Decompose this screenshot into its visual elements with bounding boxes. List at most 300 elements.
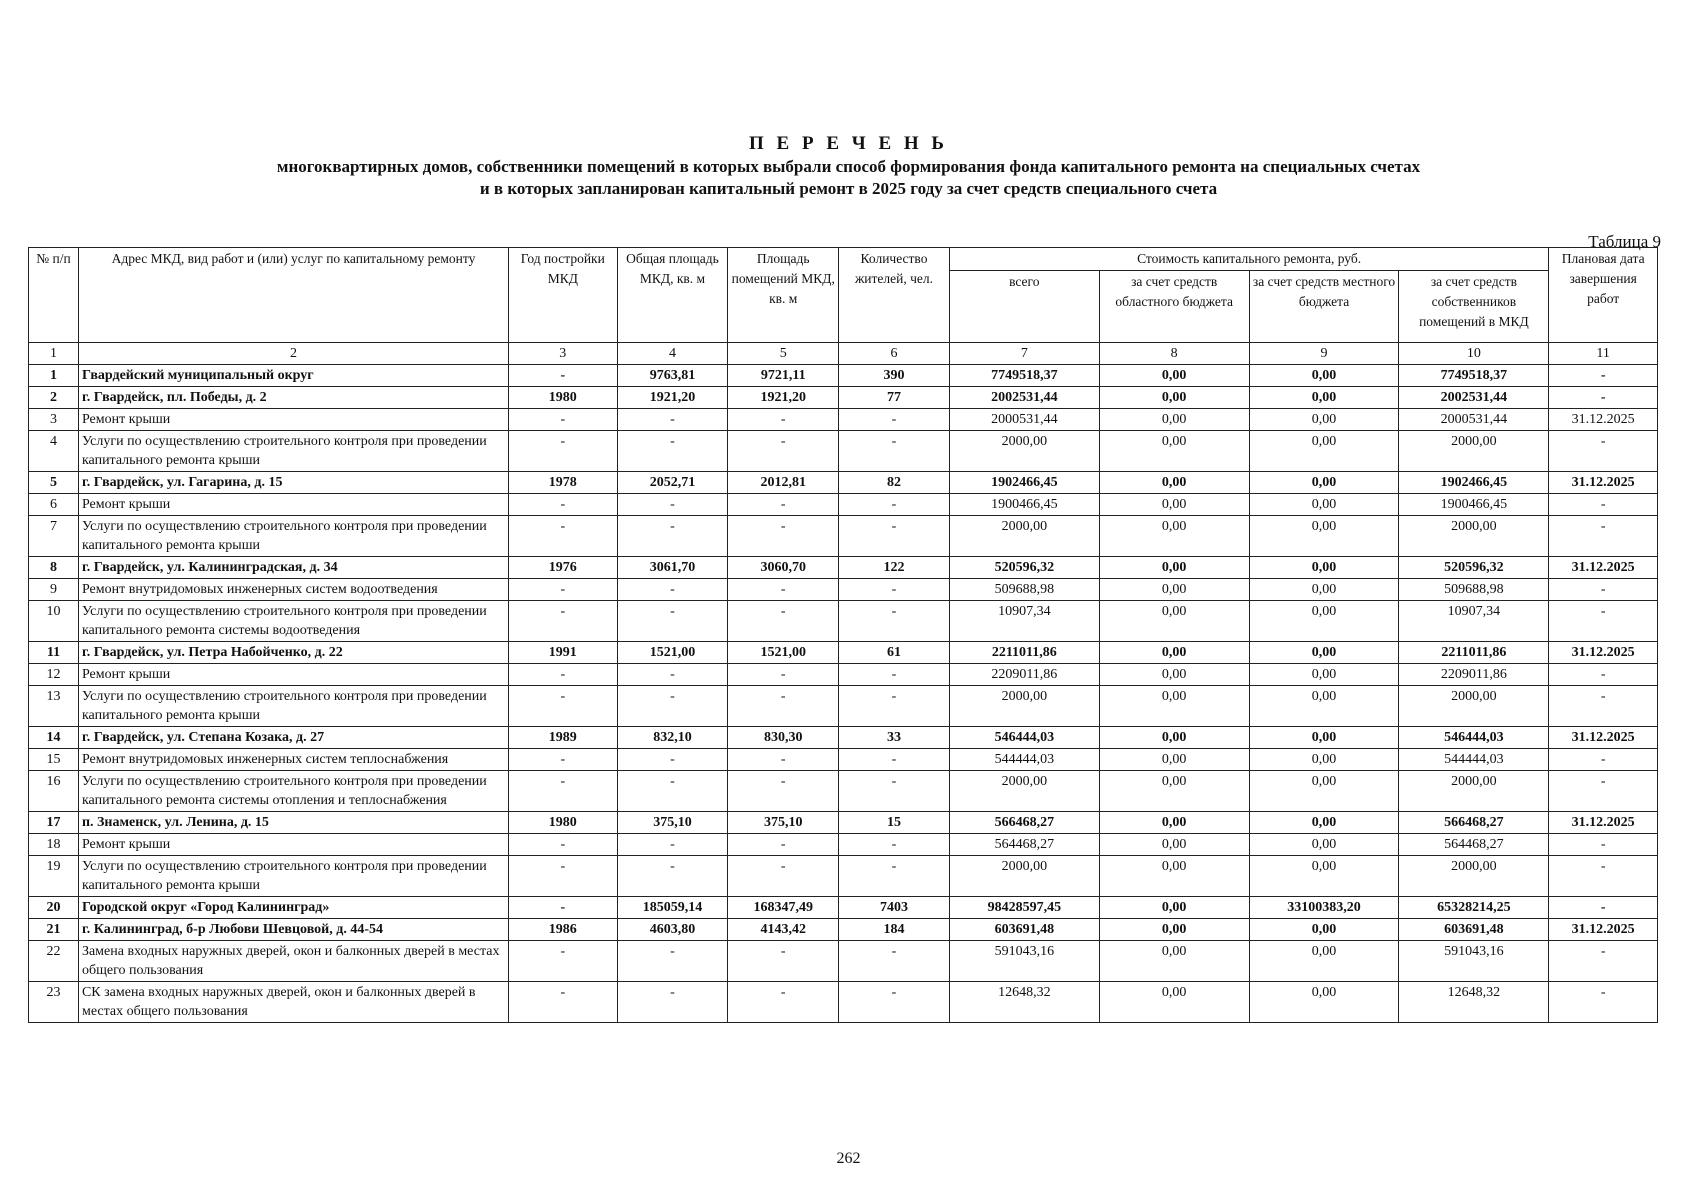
row-year: - xyxy=(509,664,618,686)
column-number: 2 xyxy=(78,343,508,365)
row-cost-regional: 0,00 xyxy=(1099,642,1249,664)
row-cost-total: 591043,16 xyxy=(949,941,1099,982)
row-cost-owners: 2000,00 xyxy=(1399,516,1549,557)
row-address: Услуги по осуществлению строительного контроля при проведении капитального ремонта крыши xyxy=(78,516,508,557)
row-year: - xyxy=(509,601,618,642)
row-cost-owners: 2209011,86 xyxy=(1399,664,1549,686)
row-cost-local: 0,00 xyxy=(1249,516,1399,557)
row-residents: - xyxy=(839,686,950,727)
row-cost-owners: 12648,32 xyxy=(1399,982,1549,1023)
row-cost-regional: 0,00 xyxy=(1099,919,1249,941)
row-number: 9 xyxy=(29,579,79,601)
column-number: 8 xyxy=(1099,343,1249,365)
row-cost-total: 520596,32 xyxy=(949,557,1099,579)
row-year: 1986 xyxy=(509,919,618,941)
row-address: Гвардейский муниципальный округ xyxy=(78,365,508,387)
row-premises-area: - xyxy=(728,579,839,601)
column-number: 11 xyxy=(1549,343,1658,365)
header-premises-area: Площадь помещений МКД, кв. м xyxy=(728,248,839,343)
row-number: 20 xyxy=(29,897,79,919)
row-number: 23 xyxy=(29,982,79,1023)
row-premises-area: - xyxy=(728,686,839,727)
row-completion-date: - xyxy=(1549,982,1658,1023)
row-cost-owners: 10907,34 xyxy=(1399,601,1549,642)
row-cost-regional: 0,00 xyxy=(1099,516,1249,557)
row-premises-area: - xyxy=(728,834,839,856)
row-residents: 390 xyxy=(839,365,950,387)
row-completion-date: - xyxy=(1549,856,1658,897)
header-cost-regional: за счет средств областного бюджета xyxy=(1099,271,1249,343)
row-number: 16 xyxy=(29,771,79,812)
row-year: - xyxy=(509,771,618,812)
row-cost-owners: 546444,03 xyxy=(1399,727,1549,749)
repair-list-table xyxy=(28,247,1658,1023)
row-cost-total: 2000,00 xyxy=(949,516,1099,557)
row-address: Услуги по осуществлению строительного контроля при проведении капитального ремонта крыши xyxy=(78,856,508,897)
row-year: 1989 xyxy=(509,727,618,749)
row-completion-date: 31.12.2025 xyxy=(1549,409,1658,431)
row-completion-date: 31.12.2025 xyxy=(1549,642,1658,664)
document-header xyxy=(0,132,1697,200)
row-completion-date: 31.12.2025 xyxy=(1549,472,1658,494)
row-cost-owners: 7749518,37 xyxy=(1399,365,1549,387)
row-completion-date: - xyxy=(1549,749,1658,771)
row-total-area: 3061,70 xyxy=(617,557,728,579)
row-cost-total: 546444,03 xyxy=(949,727,1099,749)
row-cost-owners: 1900466,45 xyxy=(1399,494,1549,516)
header-num: № п/п xyxy=(29,248,79,343)
row-number: 13 xyxy=(29,686,79,727)
row-cost-regional: 0,00 xyxy=(1099,472,1249,494)
row-cost-total: 544444,03 xyxy=(949,749,1099,771)
row-number: 4 xyxy=(29,431,79,472)
row-premises-area: 9721,11 xyxy=(728,365,839,387)
table-header xyxy=(29,248,1658,365)
row-total-area: - xyxy=(617,686,728,727)
row-year: - xyxy=(509,365,618,387)
row-cost-local: 0,00 xyxy=(1249,365,1399,387)
row-cost-total: 564468,27 xyxy=(949,834,1099,856)
row-premises-area: - xyxy=(728,601,839,642)
column-number: 4 xyxy=(617,343,728,365)
row-number: 5 xyxy=(29,472,79,494)
row-number: 14 xyxy=(29,727,79,749)
row-year: - xyxy=(509,897,618,919)
row-cost-total: 1900466,45 xyxy=(949,494,1099,516)
row-year: 1976 xyxy=(509,557,618,579)
column-number: 6 xyxy=(839,343,950,365)
table-row xyxy=(29,516,1658,557)
row-total-area: - xyxy=(617,579,728,601)
row-cost-total: 2209011,86 xyxy=(949,664,1099,686)
row-total-area: 4603,80 xyxy=(617,919,728,941)
row-year: 1980 xyxy=(509,812,618,834)
row-premises-area: - xyxy=(728,982,839,1023)
row-address: Ремонт крыши xyxy=(78,834,508,856)
row-premises-area: - xyxy=(728,771,839,812)
table-row xyxy=(29,686,1658,727)
row-total-area: - xyxy=(617,856,728,897)
row-number: 11 xyxy=(29,642,79,664)
row-cost-regional: 0,00 xyxy=(1099,409,1249,431)
column-number: 5 xyxy=(728,343,839,365)
row-cost-local: 0,00 xyxy=(1249,601,1399,642)
row-cost-local: 0,00 xyxy=(1249,387,1399,409)
row-residents: 77 xyxy=(839,387,950,409)
header-cost-group: Стоимость капитального ремонта, руб. xyxy=(949,248,1548,271)
table-row xyxy=(29,812,1658,834)
row-cost-total: 1902466,45 xyxy=(949,472,1099,494)
row-total-area: 185059,14 xyxy=(617,897,728,919)
table-row xyxy=(29,601,1658,642)
table-row xyxy=(29,557,1658,579)
row-premises-area: 1921,20 xyxy=(728,387,839,409)
row-completion-date: - xyxy=(1549,365,1658,387)
row-cost-owners: 2002531,44 xyxy=(1399,387,1549,409)
row-premises-area: - xyxy=(728,749,839,771)
row-completion-date: - xyxy=(1549,686,1658,727)
row-address: СК замена входных наружных дверей, окон и балконных дверей в местах общего пользования xyxy=(78,982,508,1023)
table-row xyxy=(29,982,1658,1023)
row-completion-date: - xyxy=(1549,431,1658,472)
row-total-area: - xyxy=(617,941,728,982)
row-cost-regional: 0,00 xyxy=(1099,749,1249,771)
row-premises-area: - xyxy=(728,664,839,686)
document-subtitle-line-2: и в которых запланирован капитальный ремонт в 2025 году за счет средств специального счета xyxy=(479,179,1218,198)
row-premises-area: - xyxy=(728,516,839,557)
row-address: Ремонт крыши xyxy=(78,494,508,516)
row-total-area: 9763,81 xyxy=(617,365,728,387)
table-row xyxy=(29,749,1658,771)
row-year: - xyxy=(509,494,618,516)
row-total-area: 1521,00 xyxy=(617,642,728,664)
row-premises-area: 3060,70 xyxy=(728,557,839,579)
row-cost-total: 2000,00 xyxy=(949,771,1099,812)
row-cost-owners: 509688,98 xyxy=(1399,579,1549,601)
row-cost-total: 2002531,44 xyxy=(949,387,1099,409)
row-premises-area: 830,30 xyxy=(728,727,839,749)
row-cost-total: 10907,34 xyxy=(949,601,1099,642)
row-completion-date: - xyxy=(1549,941,1658,982)
page-number: 262 xyxy=(836,1150,861,1167)
table-body xyxy=(29,365,1658,1023)
table-row xyxy=(29,409,1658,431)
row-cost-owners: 591043,16 xyxy=(1399,941,1549,982)
row-premises-area: - xyxy=(728,941,839,982)
row-residents: - xyxy=(839,494,950,516)
row-number: 8 xyxy=(29,557,79,579)
row-cost-owners: 2000531,44 xyxy=(1399,409,1549,431)
column-number: 1 xyxy=(29,343,79,365)
row-completion-date: - xyxy=(1549,494,1658,516)
row-cost-total: 2000,00 xyxy=(949,856,1099,897)
table-row xyxy=(29,834,1658,856)
row-completion-date: - xyxy=(1549,771,1658,812)
row-address: Ремонт крыши xyxy=(78,664,508,686)
column-number: 3 xyxy=(509,343,618,365)
row-address: Ремонт внутридомовых инженерных систем водоотведения xyxy=(78,579,508,601)
row-total-area: - xyxy=(617,771,728,812)
header-cost-owners: за счет средств собственников помещений в МКД xyxy=(1399,271,1549,343)
row-cost-total: 7749518,37 xyxy=(949,365,1099,387)
row-number: 18 xyxy=(29,834,79,856)
row-completion-date: 31.12.2025 xyxy=(1549,727,1658,749)
row-completion-date: 31.12.2025 xyxy=(1549,557,1658,579)
row-number: 15 xyxy=(29,749,79,771)
row-cost-local: 0,00 xyxy=(1249,409,1399,431)
row-year: - xyxy=(509,431,618,472)
row-residents: - xyxy=(839,431,950,472)
column-number: 9 xyxy=(1249,343,1399,365)
column-number: 7 xyxy=(949,343,1099,365)
table-row xyxy=(29,642,1658,664)
document-title: П Е Р Е Ч Е Н Ь xyxy=(749,133,948,154)
row-cost-regional: 0,00 xyxy=(1099,834,1249,856)
row-premises-area: - xyxy=(728,431,839,472)
table-row xyxy=(29,919,1658,941)
row-cost-regional: 0,00 xyxy=(1099,579,1249,601)
row-cost-regional: 0,00 xyxy=(1099,856,1249,897)
row-cost-local: 0,00 xyxy=(1249,579,1399,601)
row-residents: 122 xyxy=(839,557,950,579)
column-number: 10 xyxy=(1399,343,1549,365)
row-number: 2 xyxy=(29,387,79,409)
row-year: - xyxy=(509,686,618,727)
table-row xyxy=(29,664,1658,686)
header-address: Адрес МКД, вид работ и (или) услуг по капитальному ремонту xyxy=(78,248,508,343)
row-cost-regional: 0,00 xyxy=(1099,897,1249,919)
row-cost-regional: 0,00 xyxy=(1099,941,1249,982)
row-number: 22 xyxy=(29,941,79,982)
row-cost-local: 0,00 xyxy=(1249,727,1399,749)
row-cost-regional: 0,00 xyxy=(1099,982,1249,1023)
header-cost-local: за счет средств местного бюджета xyxy=(1249,271,1399,343)
table-row xyxy=(29,941,1658,982)
row-total-area: - xyxy=(617,516,728,557)
row-cost-owners: 1902466,45 xyxy=(1399,472,1549,494)
row-completion-date: - xyxy=(1549,601,1658,642)
row-cost-local: 0,00 xyxy=(1249,686,1399,727)
table-row xyxy=(29,727,1658,749)
row-cost-regional: 0,00 xyxy=(1099,365,1249,387)
row-cost-total: 509688,98 xyxy=(949,579,1099,601)
table-row xyxy=(29,856,1658,897)
row-total-area: 2052,71 xyxy=(617,472,728,494)
row-total-area: - xyxy=(617,834,728,856)
row-residents: - xyxy=(839,941,950,982)
table-row xyxy=(29,771,1658,812)
header-completion-date: Плановая дата завершения работ xyxy=(1549,248,1658,343)
row-cost-local: 0,00 xyxy=(1249,856,1399,897)
row-cost-total: 2000,00 xyxy=(949,431,1099,472)
table-row xyxy=(29,387,1658,409)
row-total-area: - xyxy=(617,749,728,771)
row-cost-regional: 0,00 xyxy=(1099,431,1249,472)
row-cost-owners: 65328214,25 xyxy=(1399,897,1549,919)
row-residents: - xyxy=(839,982,950,1023)
row-premises-area: - xyxy=(728,409,839,431)
row-residents: 15 xyxy=(839,812,950,834)
row-cost-local: 0,00 xyxy=(1249,494,1399,516)
table-label: Таблица 9 xyxy=(1588,232,1661,251)
row-completion-date: - xyxy=(1549,516,1658,557)
row-residents: - xyxy=(839,856,950,897)
row-cost-total: 603691,48 xyxy=(949,919,1099,941)
row-address: г. Гвардейск, ул. Гагарина, д. 15 xyxy=(78,472,508,494)
row-completion-date: - xyxy=(1549,897,1658,919)
header-total-area: Общая площадь МКД, кв. м xyxy=(617,248,728,343)
table-row xyxy=(29,579,1658,601)
row-premises-area: 4143,42 xyxy=(728,919,839,941)
row-address: Замена входных наружных дверей, окон и балконных дверей в местах общего пользования xyxy=(78,941,508,982)
row-number: 17 xyxy=(29,812,79,834)
row-number: 3 xyxy=(29,409,79,431)
table-row xyxy=(29,494,1658,516)
row-total-area: 1921,20 xyxy=(617,387,728,409)
row-cost-local: 0,00 xyxy=(1249,982,1399,1023)
row-completion-date: - xyxy=(1549,387,1658,409)
row-number: 1 xyxy=(29,365,79,387)
row-cost-owners: 520596,32 xyxy=(1399,557,1549,579)
table-row xyxy=(29,897,1658,919)
row-premises-area: 168347,49 xyxy=(728,897,839,919)
row-cost-regional: 0,00 xyxy=(1099,812,1249,834)
row-address: Услуги по осуществлению строительного контроля при проведении капитального ремонта крыши xyxy=(78,686,508,727)
row-address: Услуги по осуществлению строительного контроля при проведении капитального ремонта крыши xyxy=(78,431,508,472)
row-address: Ремонт внутридомовых инженерных систем теплоснабжения xyxy=(78,749,508,771)
row-completion-date: 31.12.2025 xyxy=(1549,919,1658,941)
row-premises-area: 1521,00 xyxy=(728,642,839,664)
row-cost-total: 2000,00 xyxy=(949,686,1099,727)
row-cost-total: 98428597,45 xyxy=(949,897,1099,919)
row-address: Ремонт крыши xyxy=(78,409,508,431)
row-cost-regional: 0,00 xyxy=(1099,601,1249,642)
header-year: Год постройки МКД xyxy=(509,248,618,343)
row-cost-owners: 2000,00 xyxy=(1399,431,1549,472)
row-cost-regional: 0,00 xyxy=(1099,664,1249,686)
row-premises-area: - xyxy=(728,856,839,897)
row-residents: - xyxy=(839,771,950,812)
row-year: - xyxy=(509,856,618,897)
row-number: 21 xyxy=(29,919,79,941)
row-number: 19 xyxy=(29,856,79,897)
row-completion-date: - xyxy=(1549,834,1658,856)
row-cost-local: 0,00 xyxy=(1249,557,1399,579)
row-year: - xyxy=(509,579,618,601)
row-residents: - xyxy=(839,516,950,557)
row-address: Услуги по осуществлению строительного контроля при проведении капитального ремонта системы отопления и теплоснабжения xyxy=(78,771,508,812)
row-year: 1991 xyxy=(509,642,618,664)
row-cost-local: 0,00 xyxy=(1249,812,1399,834)
row-cost-owners: 566468,27 xyxy=(1399,812,1549,834)
row-address: Услуги по осуществлению строительного контроля при проведении капитального ремонта системы водоотведения xyxy=(78,601,508,642)
row-premises-area: - xyxy=(728,494,839,516)
row-residents: - xyxy=(839,601,950,642)
row-address: г. Гвардейск, ул. Калининградская, д. 34 xyxy=(78,557,508,579)
row-residents: 33 xyxy=(839,727,950,749)
row-cost-total: 2211011,86 xyxy=(949,642,1099,664)
row-year: - xyxy=(509,409,618,431)
row-address: п. Знаменск, ул. Ленина, д. 15 xyxy=(78,812,508,834)
row-residents: 82 xyxy=(839,472,950,494)
row-total-area: - xyxy=(617,409,728,431)
row-cost-regional: 0,00 xyxy=(1099,686,1249,727)
row-cost-regional: 0,00 xyxy=(1099,727,1249,749)
table-row xyxy=(29,431,1658,472)
row-address: г. Гвардейск, ул. Петра Набойченко, д. 22 xyxy=(78,642,508,664)
row-year: 1980 xyxy=(509,387,618,409)
row-cost-regional: 0,00 xyxy=(1099,494,1249,516)
row-address: г. Калининград, б-р Любови Шевцовой, д. 44-54 xyxy=(78,919,508,941)
row-premises-area: 2012,81 xyxy=(728,472,839,494)
row-residents: 184 xyxy=(839,919,950,941)
row-residents: 7403 xyxy=(839,897,950,919)
row-cost-total: 12648,32 xyxy=(949,982,1099,1023)
row-cost-local: 0,00 xyxy=(1249,919,1399,941)
row-cost-local: 0,00 xyxy=(1249,771,1399,812)
row-completion-date: - xyxy=(1549,579,1658,601)
row-cost-local: 33100383,20 xyxy=(1249,897,1399,919)
row-cost-owners: 2000,00 xyxy=(1399,856,1549,897)
row-number: 12 xyxy=(29,664,79,686)
row-total-area: - xyxy=(617,494,728,516)
row-premises-area: 375,10 xyxy=(728,812,839,834)
header-residents: Количество жителей, чел. xyxy=(839,248,950,343)
row-cost-local: 0,00 xyxy=(1249,642,1399,664)
header-cost-total: всего xyxy=(949,271,1099,343)
row-address: г. Гвардейск, пл. Победы, д. 2 xyxy=(78,387,508,409)
row-cost-local: 0,00 xyxy=(1249,941,1399,982)
row-total-area: - xyxy=(617,431,728,472)
row-cost-local: 0,00 xyxy=(1249,749,1399,771)
row-address: Городской округ «Город Калининград» xyxy=(78,897,508,919)
row-cost-local: 0,00 xyxy=(1249,431,1399,472)
row-cost-regional: 0,00 xyxy=(1099,771,1249,812)
row-residents: 61 xyxy=(839,642,950,664)
row-residents: - xyxy=(839,749,950,771)
row-year: - xyxy=(509,982,618,1023)
row-number: 7 xyxy=(29,516,79,557)
row-residents: - xyxy=(839,579,950,601)
column-number-row xyxy=(29,343,1658,365)
row-cost-regional: 0,00 xyxy=(1099,557,1249,579)
row-cost-owners: 564468,27 xyxy=(1399,834,1549,856)
row-cost-owners: 2000,00 xyxy=(1399,771,1549,812)
row-number: 10 xyxy=(29,601,79,642)
row-cost-owners: 544444,03 xyxy=(1399,749,1549,771)
row-completion-date: - xyxy=(1549,664,1658,686)
row-address: г. Гвардейск, ул. Степана Козака, д. 27 xyxy=(78,727,508,749)
row-residents: - xyxy=(839,409,950,431)
row-total-area: - xyxy=(617,982,728,1023)
row-year: - xyxy=(509,749,618,771)
row-cost-local: 0,00 xyxy=(1249,472,1399,494)
row-total-area: 832,10 xyxy=(617,727,728,749)
row-cost-local: 0,00 xyxy=(1249,664,1399,686)
row-number: 6 xyxy=(29,494,79,516)
row-cost-local: 0,00 xyxy=(1249,834,1399,856)
row-year: 1978 xyxy=(509,472,618,494)
document-subtitle-line-1: многоквартирных домов, собственники помещений в которых выбрали способ формирования фонда капитального ремонта на специальных счетах xyxy=(276,157,1421,176)
row-cost-owners: 2000,00 xyxy=(1399,686,1549,727)
row-residents: - xyxy=(839,664,950,686)
row-total-area: 375,10 xyxy=(617,812,728,834)
row-residents: - xyxy=(839,834,950,856)
table-row xyxy=(29,472,1658,494)
row-cost-owners: 603691,48 xyxy=(1399,919,1549,941)
row-cost-owners: 2211011,86 xyxy=(1399,642,1549,664)
table-row xyxy=(29,365,1658,387)
